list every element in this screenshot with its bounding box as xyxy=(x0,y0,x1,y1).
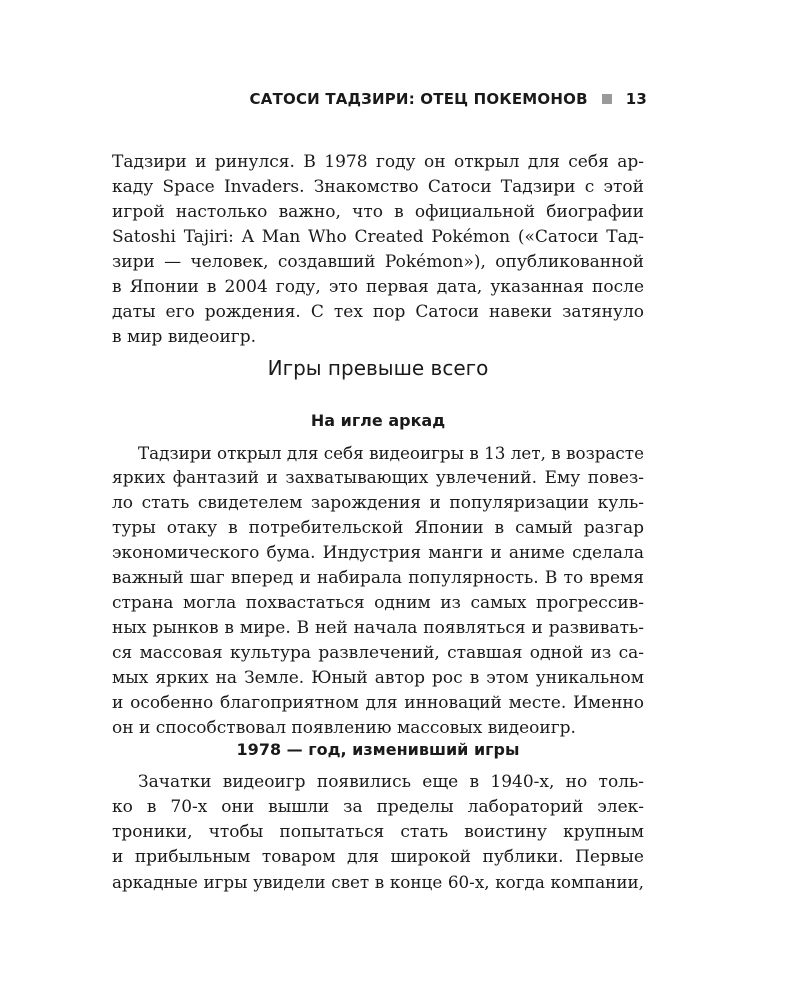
text-line: троники, чтобы попытаться стать воистину крупным xyxy=(112,822,644,842)
subsection-heading-arcades: На игле аркад xyxy=(310,411,446,430)
running-head xyxy=(250,90,647,108)
subsection-heading-1978: 1978 — год, изменивший игры xyxy=(236,740,520,759)
text-line: Тадзири открыл для себя видеоигры в 13 лет, в возрасте xyxy=(138,443,644,463)
text-line: ло стать свидетелем зарождения и популяризации куль- xyxy=(112,493,644,513)
arcades-paragraph xyxy=(112,441,644,741)
text-line: и прибыльным товаром для широкой публики. Первые xyxy=(112,847,644,867)
text-line: ных рынков в мире. В ней начала появляться и развивать- xyxy=(112,618,644,638)
text-line: он и способствовал появлению массовых видеоигр. xyxy=(112,718,576,738)
text-line: мых ярких на Земле. Юный автор рос в этом уникальном xyxy=(112,668,644,688)
text-line: страна могла похвастаться одним из самых прогрессив- xyxy=(112,593,644,613)
year-1978-paragraph xyxy=(112,770,644,895)
running-title: САТОСИ ТАДЗИРИ: ОТЕЦ ПОКЕМОНОВ xyxy=(249,90,588,108)
text-line: важный шаг вперед и набирала популярность. В то время xyxy=(112,568,644,588)
text-line: аркадные игры увидели свет в конце 60-х, когда компании, xyxy=(112,872,644,892)
page-number: 13 xyxy=(625,90,647,108)
text-line: Зачатки видеоигр появились еще в 1940-х, но толь- xyxy=(138,772,644,792)
text-line: даты его рождения. С тех пор Сатоси навеки затянуло xyxy=(112,302,644,322)
text-line: ко в 70-х они вышли за пределы лабораторий элек- xyxy=(112,797,644,817)
text-line: туры отаку в потребительской Японии в самый разгар xyxy=(112,518,644,538)
square-separator-icon xyxy=(602,94,612,104)
text-line: и особенно благоприятном для инноваций месте. Именно xyxy=(112,693,644,713)
text-line: Тадзири и ринулся. В 1978 году он открыл для себя ар- xyxy=(112,152,644,172)
text-line: экономического бума. Индустрия манги и аниме сделала xyxy=(112,543,644,563)
text-line: в мир видеоигр. xyxy=(112,327,257,347)
text-line: Satoshi Tajiri: A Man Who Created Pokémon («Сатоси Тад- xyxy=(112,227,644,247)
text-line: каду Space Invaders. Знакомство Сатоси Тадзири с этой xyxy=(112,177,644,197)
text-line: ярких фантазий и захватывающих увлечений. Ему повез- xyxy=(112,468,644,488)
text-line: зири — человек, создавший Pokémon»), опубликованной xyxy=(112,252,644,272)
text-line: в Японии в 2004 году, это первая дата, указанная после xyxy=(112,277,644,297)
intro-paragraph xyxy=(112,150,644,350)
text-line: игрой настолько важно, что в официальной биографии xyxy=(112,202,644,222)
section-heading: Игры превыше всего xyxy=(267,356,489,380)
text-line: ся массовая культура развлечений, ставшая одной из са- xyxy=(112,643,644,663)
